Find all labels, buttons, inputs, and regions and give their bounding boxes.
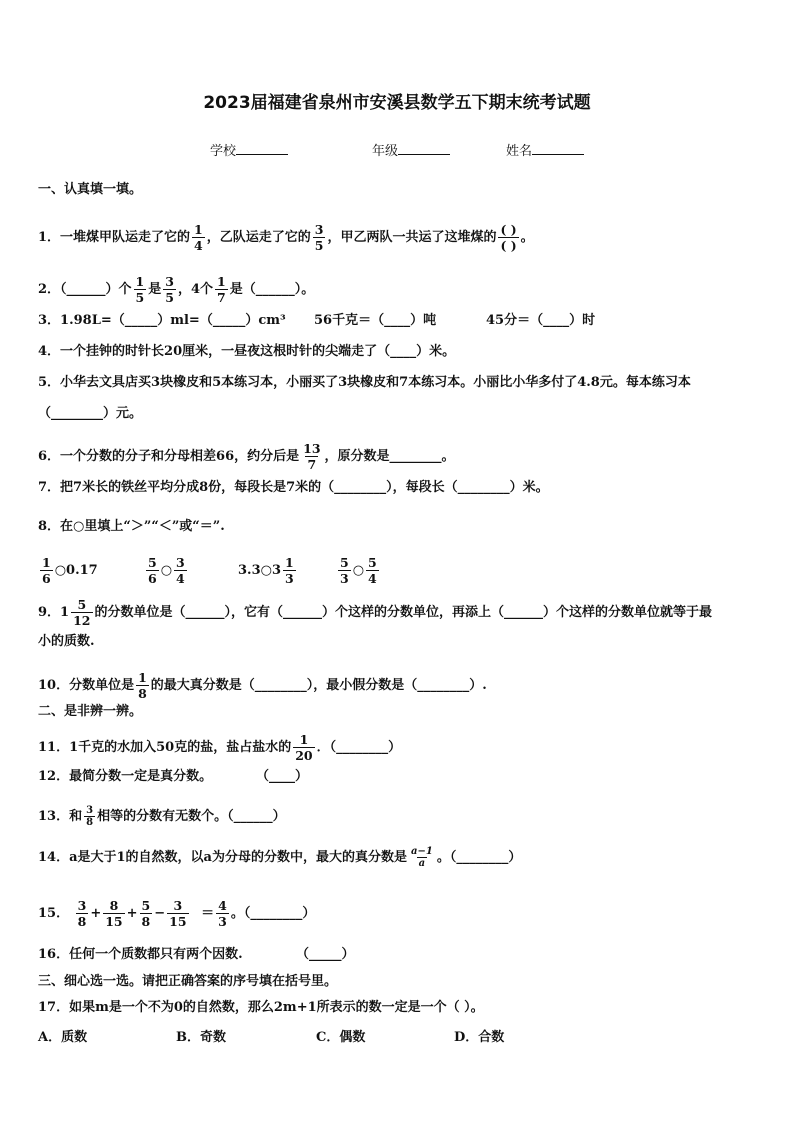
compare-3: 3.3○3 $\frac{1}{3}$ [238, 555, 294, 586]
q12-text-a: 12．最简分数一定是真分数。 [38, 769, 213, 784]
fraction: $\frac{1}{6}$ [42, 555, 51, 586]
question-7: 7．把7米长的铁丝平均分成8份，每段长是7米的（________），每段长（________）米。 [38, 480, 549, 495]
question-17: 17．如果m是一个不为0的自然数，那么2m+1所表示的数一定是一个（ ）。 [38, 1000, 484, 1015]
compare-1: $\frac{1}{6}$ ○0.17 [42, 555, 98, 586]
question-6 [38, 441, 455, 472]
fraction: $\frac{3}{5}$ [165, 274, 174, 305]
grade-label: 年级 [372, 144, 399, 159]
q1-text-b: ，乙队运走了它的 [206, 230, 311, 245]
fraction: $\frac{3}{4}$ [176, 555, 185, 586]
question-2 [38, 274, 314, 305]
q1-text-d: 。 [520, 230, 534, 245]
section-3-heading: 三、细心选一选。请把正确答案的序号填在括号里。 [38, 974, 338, 989]
fraction: $\frac{5}{8}$ [141, 898, 151, 929]
section-2-heading: 二、是非辨一辨。 [38, 704, 143, 719]
question-9-line-2: 小的质数. [38, 634, 95, 649]
question-15: 15． $\frac{3}{8}$ + $\frac{8}{15}$ + $\frac{5}{8}$ − $\frac{3}{15}$ ＝ $\frac{4}{3}$ 。（________） [38, 898, 316, 929]
q17-option-d: D．合数 [454, 1030, 505, 1045]
question-12 [38, 768, 309, 786]
fraction: $\frac{8}{15}$ [105, 898, 123, 929]
answer-fraction-blank: $\frac{( )}{( )}$ [500, 222, 517, 253]
question-3 [38, 312, 596, 330]
q15-text-b: 。（________） [230, 906, 316, 921]
fraction: $\frac{4}{3}$ [218, 898, 227, 929]
fraction: $\frac{1}{20}$ [295, 732, 313, 763]
q9-text-b: 的分数单位是（______），它有（______）个这样的分数单位，再添上（______）个这样的分数单位就等于最 [94, 605, 713, 620]
fraction: $\frac{13}{7}$ [303, 441, 321, 472]
q13-text-b: 相等的分数有无数个。（______） [97, 809, 286, 824]
compare-4: $\frac{5}{3}$ ○ $\frac{5}{4}$ [340, 555, 377, 586]
fraction: $\frac{5}{6}$ [148, 555, 157, 586]
name-field [506, 140, 584, 159]
q10-text-a: 10．分数单位是 [38, 678, 135, 693]
grade-blank [398, 141, 450, 155]
question-14 [38, 846, 521, 869]
fraction: $\frac{1}{5}$ [135, 274, 145, 305]
q15-text-a: 15． [38, 906, 70, 921]
question-1 [38, 222, 534, 253]
q3-text-b: 56千克＝（____）吨 [314, 313, 437, 328]
q3-text-a: 3．1.98L=（_____）ml=（_____）cm³ [38, 313, 286, 328]
compare-2: $\frac{5}{6}$ ○ $\frac{3}{4}$ [148, 555, 185, 586]
q17-option-b: B．奇数 [176, 1030, 226, 1045]
fraction: $\frac{5}{3}$ [340, 555, 349, 586]
grade-field [372, 140, 450, 159]
q6-text-a: 6．一个分数的分子和分母相差66，约分后是 [38, 449, 300, 464]
question-9 [38, 597, 712, 628]
fraction: $\frac{1}{3}$ [285, 555, 294, 586]
q12-answer-blank: （____） [256, 769, 309, 784]
question-16 [38, 946, 355, 964]
q3-text-c: 45分＝（____）时 [486, 313, 596, 328]
fraction: $\frac{5}{12}$ [73, 597, 91, 628]
q2-text-b: 是 [148, 282, 162, 297]
q11-text-a: 11．1千克的水加入50克的盐，盐占盐水的 [38, 740, 292, 755]
fraction: $\frac{1}{7}$ [217, 274, 226, 305]
name-label: 姓名 [506, 144, 533, 159]
fraction: $\frac{3}{8}$ [86, 805, 94, 828]
fraction: $\frac{1}{4}$ [194, 222, 203, 253]
question-5-line-1: 5．小华去文具店买3块橡皮和5本练习本，小丽买了3块橡皮和7本练习本。小丽比小华多付了4.8元。每本练习本 [38, 375, 691, 390]
fraction: $\frac{3}{15}$ [169, 898, 187, 929]
q1-text-c: ，甲乙两队一共运了这堆煤的 [327, 230, 497, 245]
q17-option-c: C．偶数 [316, 1030, 366, 1045]
q6-text-b: ，原分数是________。 [324, 449, 455, 464]
question-8-intro: 8．在○里填上“＞”“＜”或“＝”. [38, 519, 225, 534]
question-10 [38, 670, 487, 701]
q14-text-b: 。（________） [436, 850, 522, 865]
q11-text-b: ．（________） [316, 740, 402, 755]
fraction: $\frac{5}{4}$ [368, 555, 377, 586]
fraction: $\frac{3}{8}$ [77, 898, 87, 929]
question-13 [38, 805, 286, 828]
q9-text-a: 9．1 [38, 605, 70, 620]
q1-text-a: 1．一堆煤甲队运走了它的 [38, 230, 191, 245]
school-blank [236, 141, 288, 155]
q16-answer-blank: （_____） [296, 947, 355, 962]
school-label: 学校 [210, 144, 237, 159]
q17-option-a: A．质数 [38, 1030, 88, 1045]
question-11 [38, 732, 401, 763]
question-5-line-2: （________）元。 [38, 406, 143, 421]
q2-text-a: 2．（______）个 [38, 282, 132, 297]
name-blank [532, 141, 584, 155]
fraction: $\frac{1}{8}$ [138, 670, 147, 701]
question-4: 4．一个挂钟的时针长20厘米，一昼夜这根时针的尖端走了（____）米。 [38, 344, 456, 359]
q13-text-a: 13．和 [38, 809, 83, 824]
page-title: 2023届福建省泉州市安溪县数学五下期末统考试题 [203, 93, 591, 113]
q10-text-b: 的最大真分数是（________），最小假分数是（________）. [150, 678, 487, 693]
section-1-heading: 一、认真填一填。 [38, 182, 143, 197]
fraction: $\frac{a-1}{a}$ [410, 846, 433, 869]
q2-text-d: 是（______）。 [229, 282, 315, 297]
fraction: $\frac{3}{5}$ [314, 222, 324, 253]
q14-text-a: 14．a是大于1的自然数，以a为分母的分数中，最大的真分数是 [38, 850, 407, 865]
school-field [210, 140, 288, 159]
q16-text-a: 16．任何一个质数都只有两个因数. [38, 947, 243, 962]
q2-text-c: ，4个 [177, 282, 214, 297]
